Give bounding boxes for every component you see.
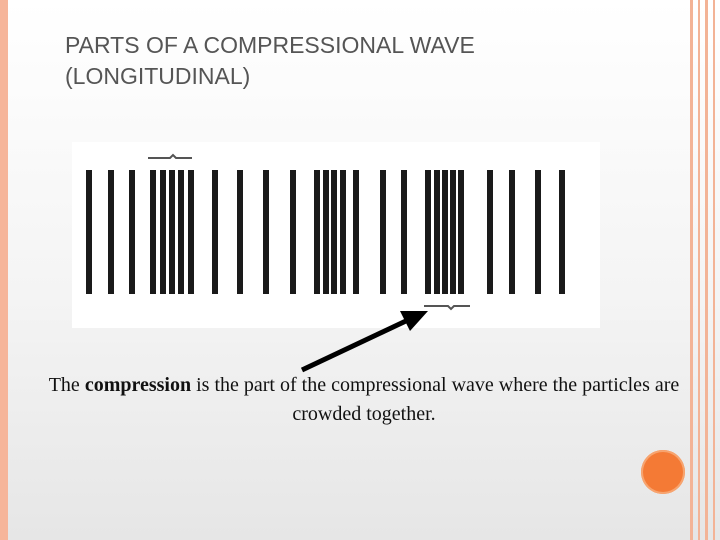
wave-bar <box>86 170 92 294</box>
longitudinal-wave-diagram <box>72 142 600 328</box>
border-line <box>705 0 708 540</box>
wave-bar <box>150 170 156 294</box>
wave-bar <box>434 170 440 294</box>
title-line-1: PARTS OF A COMPRESSIONAL WAVE <box>65 32 475 58</box>
wave-bar <box>314 170 320 294</box>
title-line-2: (LONGITUDINAL) <box>65 63 251 89</box>
left-decorative-strip <box>0 0 8 540</box>
wave-bars <box>86 170 565 294</box>
wave-bar <box>108 170 114 294</box>
orange-circle-icon <box>641 450 685 494</box>
wave-bar <box>458 170 464 294</box>
caption-pre: The <box>48 374 85 396</box>
wave-bar <box>290 170 296 294</box>
border-line <box>698 0 700 540</box>
wave-bar <box>160 170 166 294</box>
wave-bar <box>559 170 565 294</box>
wave-bar <box>425 170 431 294</box>
caption-post: is the part of the compressional wave where the particles are crowded together. <box>191 374 680 425</box>
compression-bracket-bottom <box>424 306 470 309</box>
wave-bar <box>178 170 184 294</box>
wave-bar <box>331 170 337 294</box>
wave-bar <box>263 170 269 294</box>
wave-bar <box>380 170 386 294</box>
wave-bar <box>212 170 218 294</box>
wave-bar <box>442 170 448 294</box>
caption-bold-term: compression <box>84 374 192 396</box>
compression-bracket-top <box>148 155 192 158</box>
wave-bar <box>323 170 329 294</box>
right-decorative-border <box>684 0 720 540</box>
wave-bar <box>353 170 359 294</box>
wave-bar <box>169 170 175 294</box>
slide-title <box>65 30 665 92</box>
wave-bars-svg <box>72 142 600 328</box>
caption-text <box>40 371 688 429</box>
wave-bar <box>237 170 243 294</box>
wave-bar <box>535 170 541 294</box>
wave-bar <box>129 170 135 294</box>
wave-bar <box>487 170 493 294</box>
border-line <box>690 0 693 540</box>
wave-bar <box>450 170 456 294</box>
border-line <box>713 0 715 540</box>
wave-bar <box>401 170 407 294</box>
wave-bar <box>340 170 346 294</box>
wave-bar <box>188 170 194 294</box>
wave-bar <box>509 170 515 294</box>
